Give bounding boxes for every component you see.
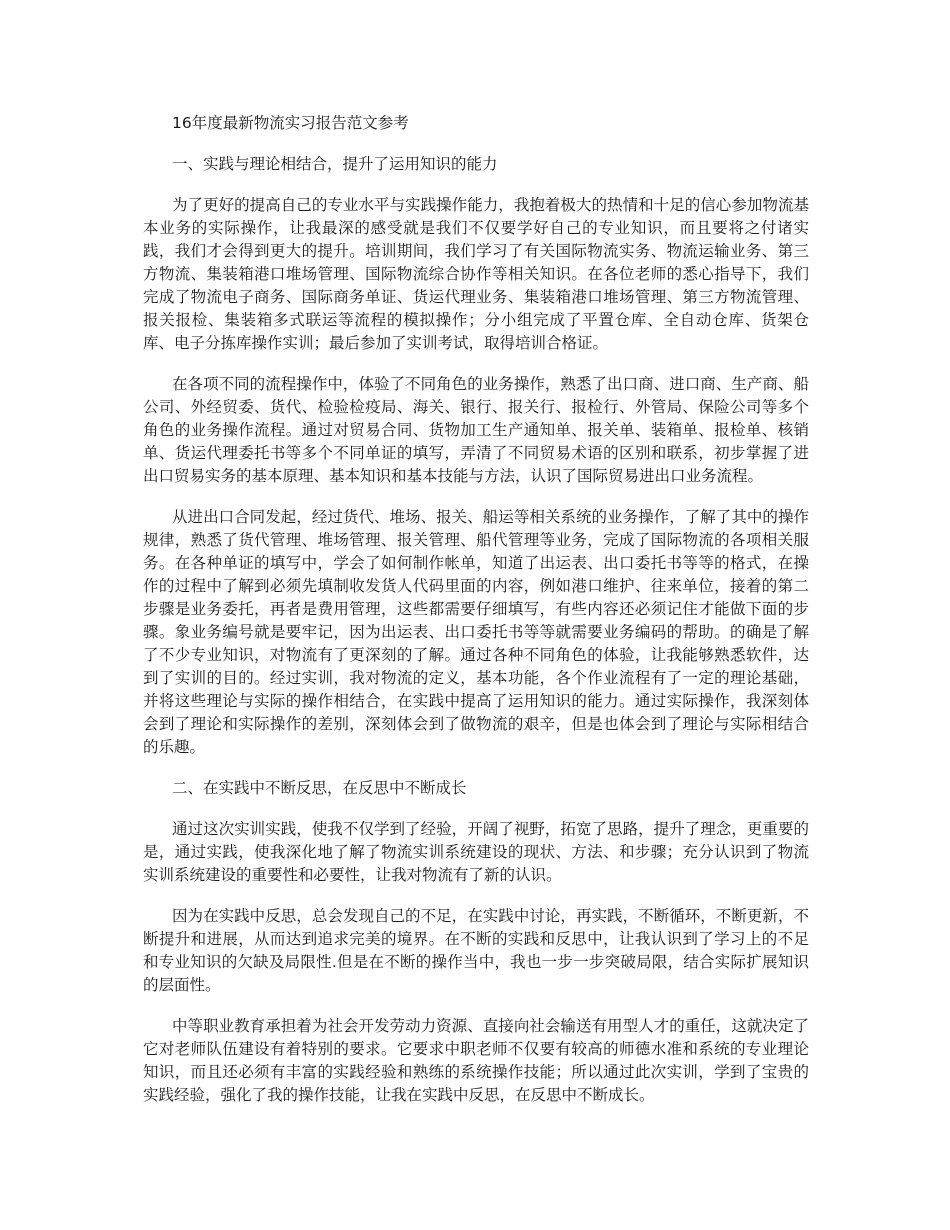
section-2-paragraph-3: 中等职业教育承担着为社会开发劳动力资源、直接向社会输送有用型人才的重任，这就决定了它对老师队伍建设有着特别的要求。它要求中职老师不仅要有较高的师德水准和系统的专业理论知识，而且还必须有丰富的实践经验和熟练的系统操作技能；所以通过此次实训，学到了宝贵的实践经验，强化了我的操作技能，让我在实践中反思，在反思中不断成长。 (143, 1017, 809, 1104)
section-1-paragraph-1: 为了更好的提高自己的专业水平与实践操作能力，我抱着极大的热情和十足的信心参加物流基本业务的实际操作，让我最深的感受就是我们不仅要学好自己的专业知识，而且要将之付诸实践，我们才会得到更大的提升。培训期间，我们学习了有关国际物流实务、物流运输业务、第三方物流、集装箱港口堆场管理、国际物流综合协作等相关知识。在各位老师的悉心指导下，我们完成了物流电子商务、国际商务单证、货运代理业务、集装箱港口堆场管理、第三方物流管理、报关报检、集装箱多式联运等流程的模拟操作；分小组完成了平置仓库、全自动仓库、货架仓库、电子分拣库操作实训；最后参加了实训考试，取得培训合格证。 (143, 196, 809, 352)
section-1-paragraph-2: 在各项不同的流程操作中，体验了不同角色的业务操作，熟悉了出口商、进口商、生产商、船公司、外经贸委、货代、检验检疫局、海关、银行、报关行、报检行、外管局、保险公司等多个角色的业务操作流程。通过对贸易合同、货物加工生产通知单、报关单、装箱单、报检单、核销单、货运代理委托书等多个不同单证的填写，弄清了不同贸易术语的区别和联系，初步掌握了进出口贸易实务的基本原理、基本知识和基本技能与方法，认识了国际贸易进出口业务流程。 (143, 375, 809, 485)
section-2-paragraph-1: 通过这次实训实践，使我不仅学到了经验，开阔了视野，拓宽了思路，提升了理念，更重要的是，通过实践，使我深化地了解了物流实训系统建设的现状、方法、和步骤；充分认识到了物流实训系统建设的重要性和必要性，让我对物流有了新的认识。 (143, 820, 809, 884)
section-2-paragraph-2: 因为在实践中反思，总会发现自己的不足，在实践中讨论，再实践，不断循环，不断更新，不断提升和进展，从而达到追求完美的境界。在不断的实践和反思中，让我认识到了学习上的不足和专业知识的欠缺及局限性.但是在不断的操作当中，我也一步一步突破局限，结合实际扩展知识的层面性。 (143, 907, 809, 994)
document-body (143, 112, 809, 1107)
section-1-paragraph-3: 从进出口合同发起，经过货代、堆场、报关、船运等相关系统的业务操作，了解了其中的操作规律，熟悉了货代管理、堆场管理、报关管理、船代管理等业务，完成了国际物流的各项相关服务。在各种单证的填写中，学会了如何制作帐单，知道了出运表、出口委托书等等的格式，在操作的过程中了解到必须先填制收发货人代码里面的内容，例如港口维护、往来单位，接着的第二步骤是业务委托，再者是费用管理，这些都需要仔细填写，有些内容还必须记住才能做下面的步骤。象业务编号就是要牢记，因为出运表、出口委托书等等就需要业务编码的帮助。的确是了解了不少专业知识，对物流有了更深刻的了解。通过各种不同角色的体验，让我能够熟悉软件，达到了实训的目的。经过实训，我对物流的定义，基本功能，各个作业流程有了一定的理论基础，并将这些理论与实际的操作相结合，在实践中提高了运用知识的能力。通过实际操作，我深刻体会到了理论和实际操作的差别，深刻体会到了做物流的艰辛，但是也体会到了理论与实际相结合的乐趣。 (143, 508, 809, 756)
section-1-heading: 一、实践与理论相结合，提升了运用知识的能力 (172, 155, 498, 173)
section-2-heading: 二、在实践中不断反思，在反思中不断成长 (172, 779, 467, 797)
document-title: 16年度最新物流实习报告范文参考 (172, 114, 409, 132)
